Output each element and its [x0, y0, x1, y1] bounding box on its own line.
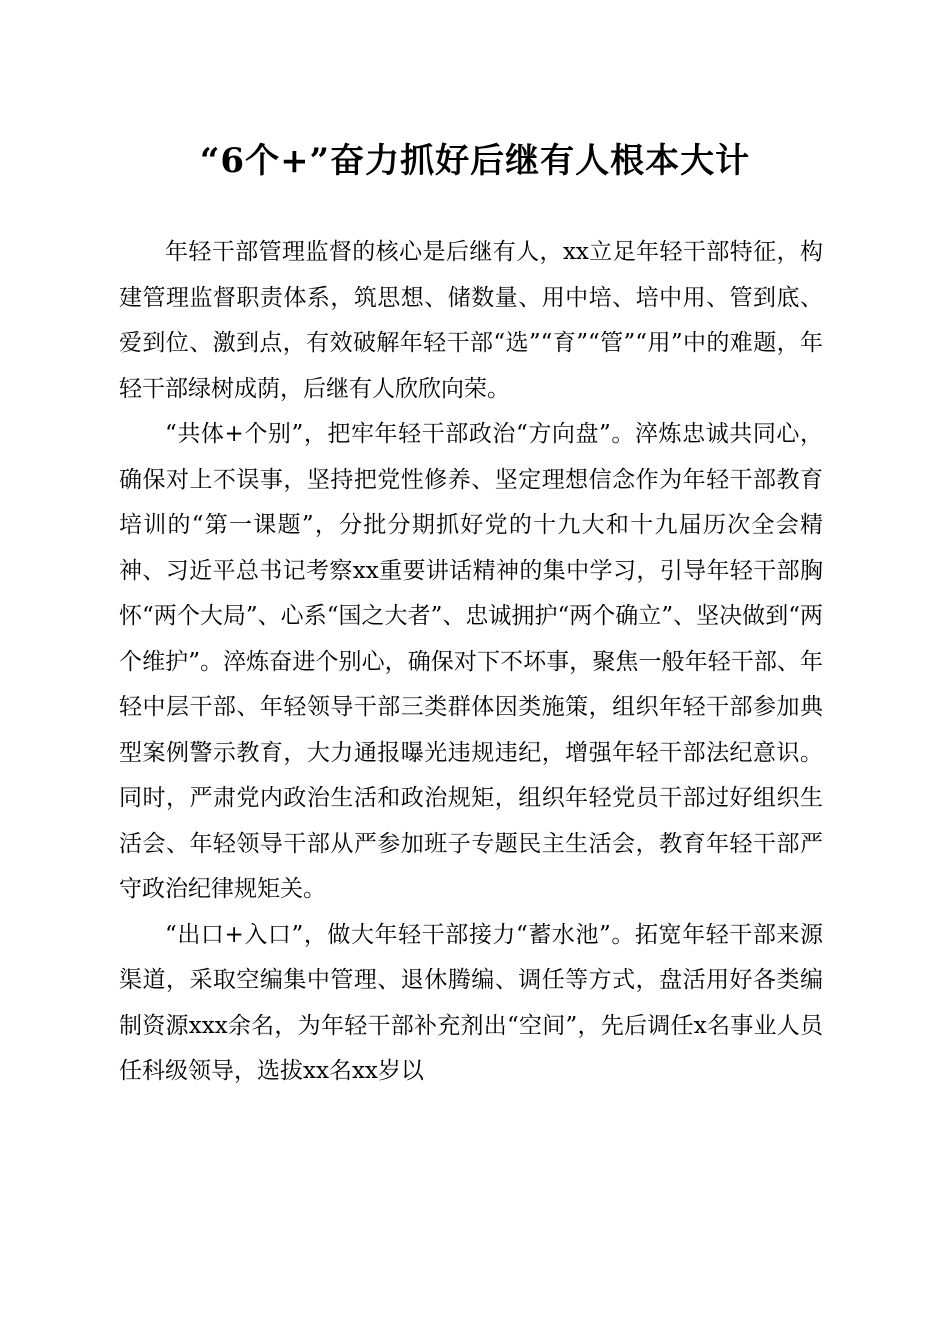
paragraph-intro: 年轻干部管理监督的核心是后继有人，xx立足年轻干部特征，构建管理监督职责体系，筑思想、储数量、用中培、培中用、管到底、爱到位、激到点，有效破解年轻干部“选”“育”“管”“用”中的难题，年轻干部绿树成荫，后继有人欣欣向荣。	[119, 239, 823, 402]
paragraph-political-direction: “共体+个别”，把牢年轻干部政治“方向盘”。淬炼忠诚共同心，确保对上不误事，坚持把党性修养、坚定理想信念作为年轻干部教育培训的“第一课题”，分批分期抓好党的十九大和十九届历次全会精神、习近平总书记考察xx重要讲话精神的集中学习，引导年轻干部胸怀“两个大局”、心系“国之大者”、忠诚拥护“两个确立”、坚决做到“两个维护”。淬炼奋进个别心，确保对下不坏事，聚焦一般年轻干部、年轻中层干部、年轻领导干部三类群体因类施策，组织年轻干部参加典型案例警示教育，大力通报曝光违规违纪，增强年轻干部法纪意识。同时，严肃党内政治生活和政治规矩，组织年轻党员干部过好组织生活会、年轻领导干部从严参加班子专题民主生活会，教育年轻干部严守政治纪律规矩关。	[119, 421, 823, 902]
document-title: “6个+”奋力抓好后继有人根本大计	[199, 141, 751, 181]
paragraph-reservoir: “出口+入口”，做大年轻干部接力“蓄水池”。拓宽年轻干部来源渠道，采取空编集中管理、退休腾编、调任等方式，盘活用好各类编制资源xxx余名，为年轻干部补充剂出“空间”，先后调任x名事业人员任科级领导，选拔xx名xx岁以	[119, 921, 823, 1084]
document-body	[119, 230, 823, 1095]
